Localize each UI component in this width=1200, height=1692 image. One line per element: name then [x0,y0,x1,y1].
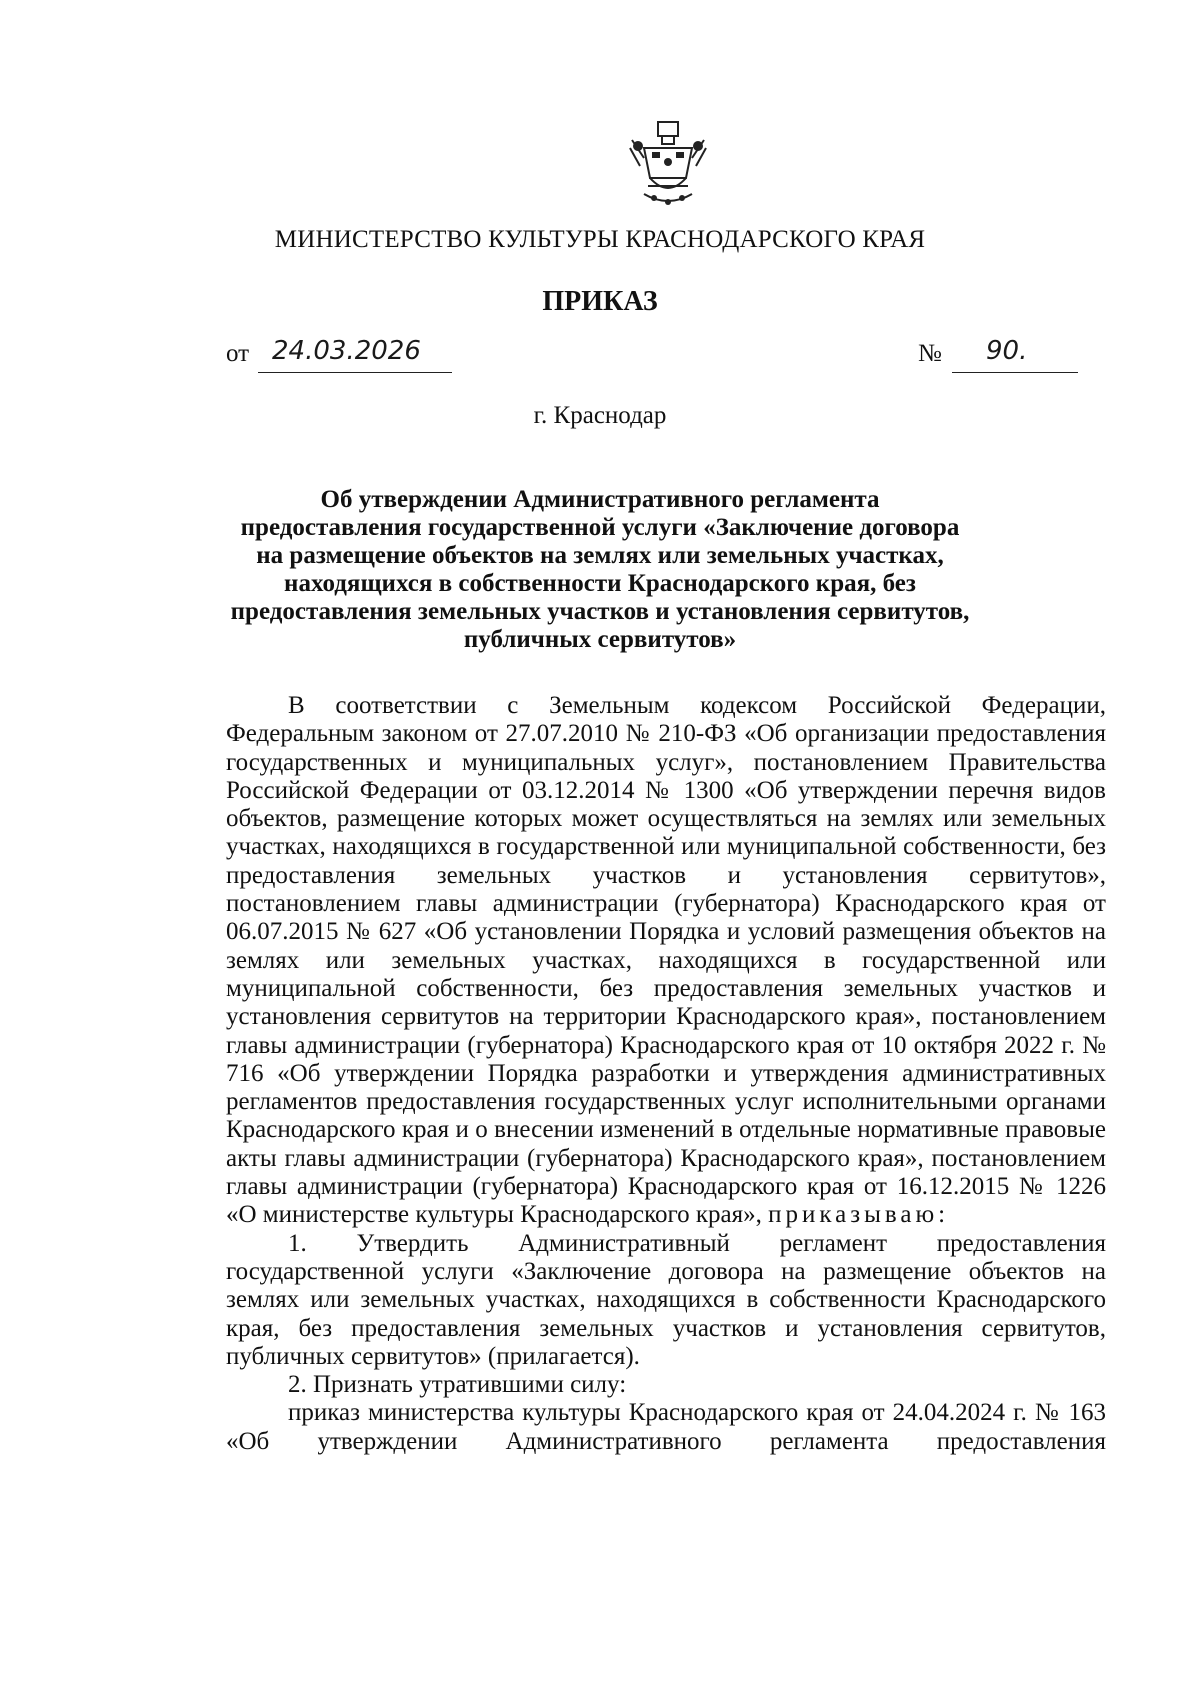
date-field [258,338,452,373]
item-1: 1. Утвердить Административный регламент предоставления государственной услуги «Заключение договора на размещение объектов на землях или земельных участках, находящихся в собственности Краснодарского края, без предоставления земельных участков и установления сервитутов, публичных сервитутов» (прилагается). [226,1229,1106,1370]
item-2: 2. Признать утратившими силу: [288,1371,627,1399]
number-field [952,338,1078,373]
number-value: 90. [986,336,1028,366]
ministry-name: МИНИСТЕРСТВО КУЛЬТУРЫ КРАСНОДАРСКОГО КРАЯ [274,226,926,253]
city: г. Краснодар [533,402,667,429]
item-2-subitem: приказ министерства культуры Краснодарского края от 24.04.2024 г. № 163 «Об утверждении Административного регламента предоставления [226,1399,1106,1455]
document-title: Об утверждении Административного регламента предоставления государственной услуги «Заключение договора на размещение объектов на землях или земельных участках, находящихся в собственности Краснодарского края, без предоставления земельных участков и установления сервитутов, публичных сервитутов» [230,486,970,653]
document-body [226,692,1106,1456]
order-word: приказываю: [768,1201,950,1229]
coat-of-arms-emblem [624,118,712,210]
date-value: 24.03.2026 [272,336,421,366]
date-label: от [226,340,250,367]
preamble-text: В соответствии с Земельным кодексом Российской Федерации, Федеральным законом от 27.07.2010 № 210-ФЗ «Об организации предоставления государственных и муниципальных услуг», постановлением Правительства Российской Федерации от 03.12.2014 № 1300 «Об утверждении перечня видов объектов, размещение которых может осуществляться на землях или земельных участках, находящихся в государственной или муниципальной собственности, без предоставления земельных участков и установления сервитутов», постановлением главы администрации (губернатора) Краснодарского края от 06.07.2015 № 627 «Об установлении Порядка и условий размещения объектов на землях или земельных участках, находящихся в государственной или муниципальной собственности, без предоставления земельных участков и установления сервитутов на территории Краснодарского края», постановлением главы администрации (губернатора) Краснодарского края от 10 октября 2022 г. № 716 «Об утверждении Порядка разработки и утверждения административных регламентов предоставления государственных услуг исполнительными органами Краснодарского края и о внесении изменений в отдельные нормативные правовые акты главы администрации (губернатора) Краснодарского края», постановлением главы администрации (губернатора) Краснодарского края от 16.12.2015 № 1226 «О министерстве культуры Краснодарского края», [226,692,1106,1229]
number-label: № [918,340,942,367]
document-type: ПРИКАЗ [542,286,658,317]
preamble-paragraph [226,692,1106,1230]
